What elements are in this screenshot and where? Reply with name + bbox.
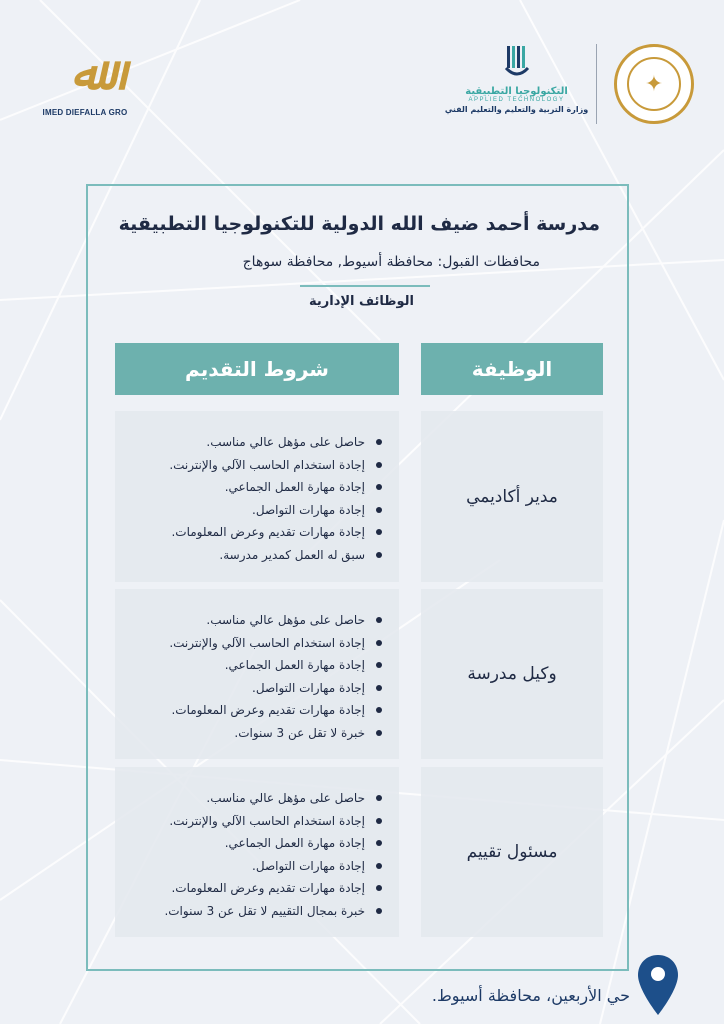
list-item: إجادة مهارات التواصل. [125, 855, 385, 878]
applied-technology-logo [444, 44, 589, 114]
list-item: سبق له العمل كمدير مدرسة. [125, 544, 385, 567]
job-cell: مدير أكاديمي [421, 411, 603, 582]
requirements-cell [115, 589, 399, 759]
requirements-list [115, 767, 399, 922]
logo-caption: IMED DIEFALLA GRO [42, 108, 128, 117]
list-item: إجادة مهارات تقديم وعرض المعلومات. [125, 699, 385, 722]
ministry-name: وزارة التربية والتعليم والتعليم الفني [444, 105, 589, 114]
list-item: إجادة مهارة العمل الجماعي. [125, 476, 385, 499]
tech-name-ar: التكنولوجيا التطبيقية [465, 86, 568, 97]
address-text: حي الأربعين، محافظة أسيوط. [431, 986, 630, 1005]
applied-technology-icon [504, 44, 530, 80]
list-item: إجادة مهارات تقديم وعرض المعلومات. [125, 521, 385, 544]
section-divider [300, 285, 430, 287]
list-item: إجادة استخدام الحاسب الآلي والإنترنت. [125, 454, 385, 477]
calligraphy-logo-mark: ﷲ [71, 46, 99, 100]
tech-name-en: APPLIED TECHNOLOGY [468, 97, 565, 103]
list-item: إجادة مهارات التواصل. [125, 677, 385, 700]
list-item: إجادة استخدام الحاسب الآلي والإنترنت. [125, 810, 385, 833]
list-item: حاصل على مؤهل عالي مناسب. [125, 431, 385, 454]
location-pin-icon [636, 953, 680, 1017]
job-cell: وكيل مدرسة [421, 589, 603, 759]
list-item: إجادة مهارة العمل الجماعي. [125, 654, 385, 677]
list-item: إجادة مهارة العمل الجماعي. [125, 832, 385, 855]
list-item: إجادة مهارات تقديم وعرض المعلومات. [125, 877, 385, 900]
job-cell: مسئول تقييم [421, 767, 603, 937]
governorates-text: محافظات القبول: محافظة أسيوط, محافظة سوهاج [242, 254, 540, 270]
list-item: خبرة بمجال التقييم لا تقل عن 3 سنوات. [125, 900, 385, 923]
eagle-emblem-icon: ✦ [627, 57, 681, 111]
list-item: خبرة لا تقل عن 3 سنوات. [125, 722, 385, 745]
requirements-list [115, 589, 399, 744]
page-title: مدرسة أحمد ضيف الله الدولية للتكنولوجيا التطبيقية [118, 213, 600, 235]
ministry-seal-icon [614, 44, 694, 124]
requirements-list [115, 411, 399, 566]
requirements-cell [115, 767, 399, 937]
school-logo [40, 38, 130, 117]
list-item: إجادة استخدام الحاسب الآلي والإنترنت. [125, 632, 385, 655]
list-item: إجادة مهارات التواصل. [125, 499, 385, 522]
column-header-requirements: شروط التقديم [115, 343, 399, 395]
column-header-job: الوظيفة [421, 343, 603, 395]
requirements-cell [115, 411, 399, 582]
list-item: حاصل على مؤهل عالي مناسب. [125, 609, 385, 632]
section-heading: الوظائف الإدارية [308, 294, 414, 309]
logo-divider [596, 44, 597, 124]
list-item: حاصل على مؤهل عالي مناسب. [125, 787, 385, 810]
